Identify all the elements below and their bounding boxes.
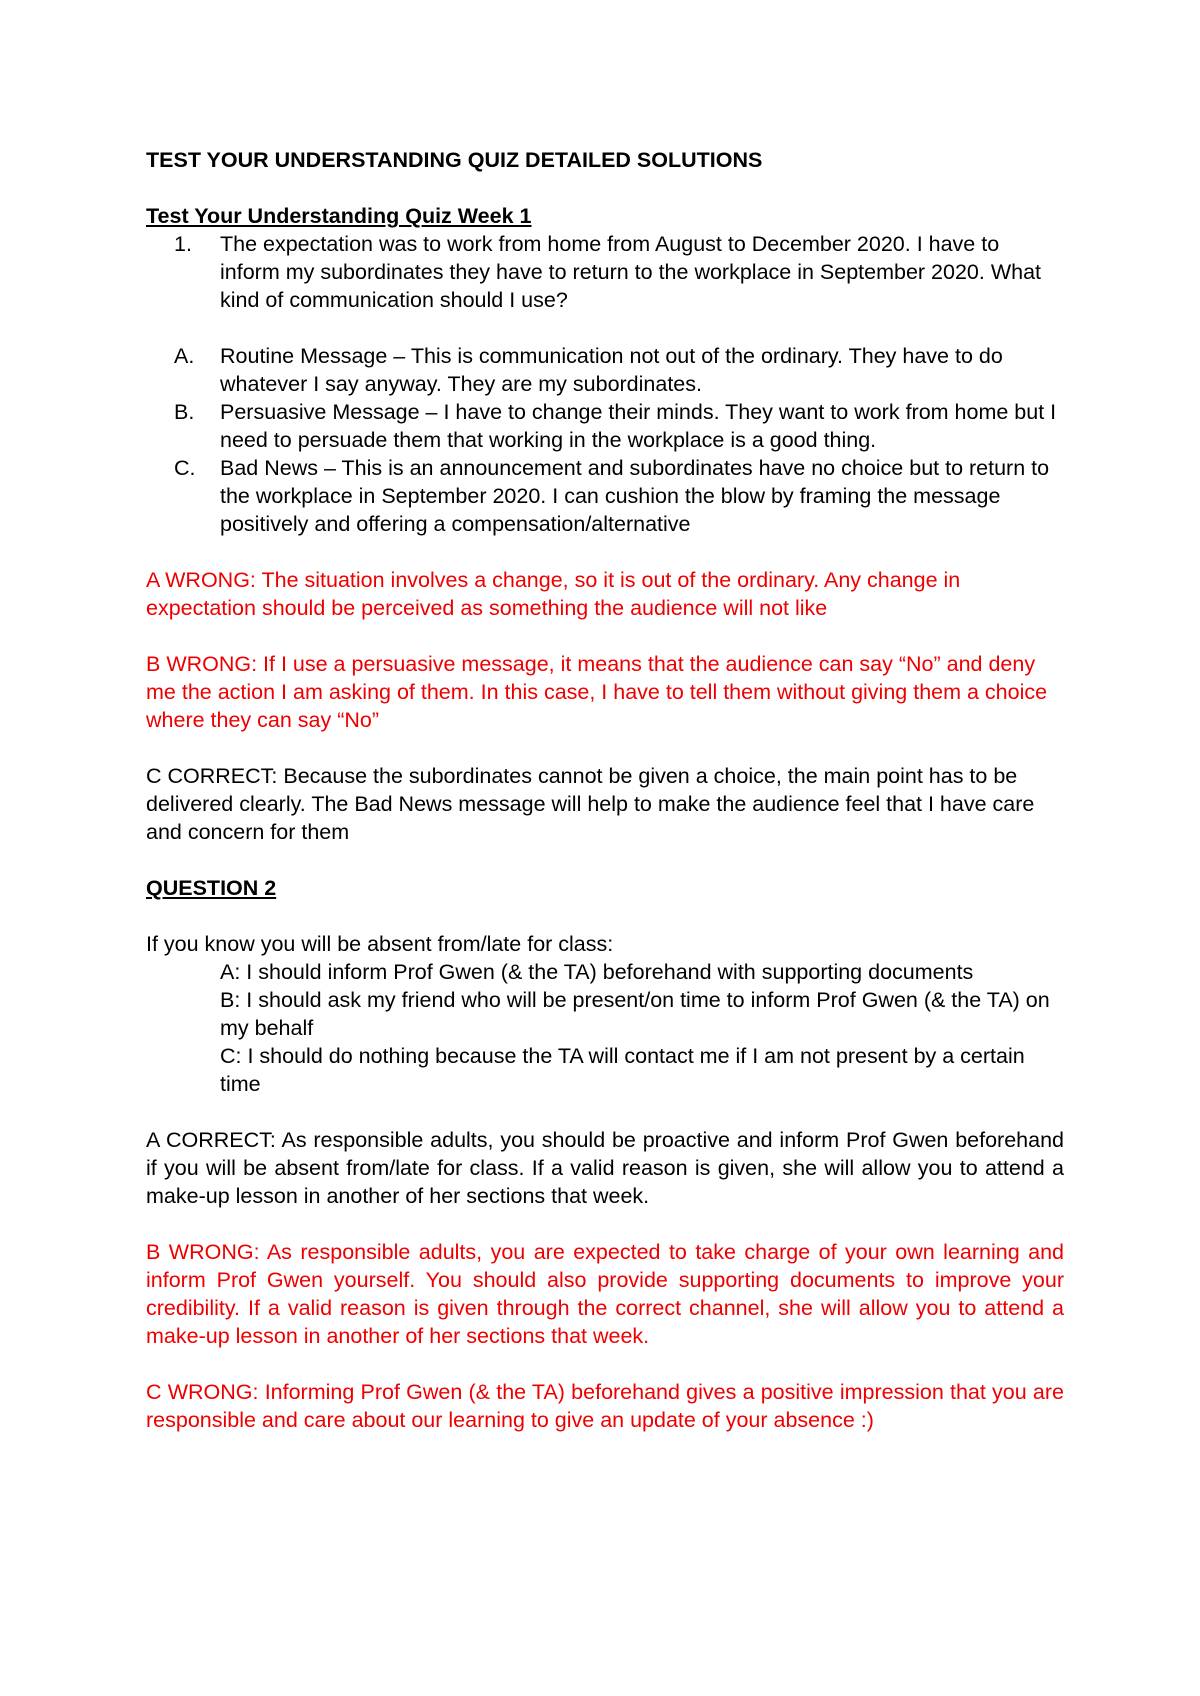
question2-prompt: If you know you will be absent from/late for class: [146,932,614,956]
question2-heading: QUESTION 2 [146,876,277,900]
question-text: The expectation was to work from home from August to December 2020. I have to inform my subordinates they have to return to the workplace in September 2020. What kind of communication should I use? [220,232,1042,312]
spacer [146,1350,1064,1378]
spacer [146,846,1064,874]
week1-question [146,230,1064,314]
question2-answer-a: A CORRECT: As responsible adults, you should be proactive and inform Prof Gwen beforehand if you will be absent from/late for class. If a valid reason is given, she will allow you to attend a make-up lesson in another of her sections that week. [146,1128,1064,1208]
week1-answer-c: C CORRECT: Because the subordinates cannot be given a choice, the main point has to be delivered clearly. The Bad News message will help to make the audience feel that I have care and concern for them [146,764,1035,844]
spacer [146,538,1064,566]
week1-answer-b: B WRONG: If I use a persuasive message, it means that the audience can say “No” and deny me the action I am asking of them. In this case, I have to tell them without giving them a choice where they can say “No” [146,652,1048,732]
option-marker: C. [174,456,196,480]
week1-option-b [146,398,1064,454]
option-marker: A. [174,344,195,368]
spacer [146,314,1064,342]
option-text: Routine Message – This is communication not out of the ordinary. They have to do whatever I say anyway. They are my subordinates. [220,344,1003,396]
week1-option-c [146,454,1064,538]
question2-option-b: B: I should ask my friend who will be present/on time to inform Prof Gwen (& the TA) on my behalf [220,988,1050,1040]
question2-answer-b: B WRONG: As responsible adults, you are expected to take charge of your own learning and inform Prof Gwen yourself. You should also provide supporting documents to improve your credibility. If a valid reason is given through the correct channel, she will allow you to attend a make-up lesson in another of her sections that week. [146,1240,1064,1348]
option-text: Persuasive Message – I have to change their minds. They want to work from home but I need to persuade them that working in the workplace is a good thing. [220,400,1057,452]
document-title: TEST YOUR UNDERSTANDING QUIZ DETAILED SOLUTIONS [146,148,763,172]
spacer [146,1098,1064,1126]
week1-option-a [146,342,1064,398]
document-content [146,146,1064,1434]
option-text: Bad News – This is an announcement and subordinates have no choice but to return to the workplace in September 2020. I can cushion the blow by framing the message positively and offering a compensation/alternative [220,456,1050,536]
spacer [146,174,1064,202]
spacer [146,1210,1064,1238]
spacer [146,734,1064,762]
question2-answer-c: C WRONG: Informing Prof Gwen (& the TA) beforehand gives a positive impression that you are responsible and care about our learning to give an update of your absence :) [146,1380,1064,1432]
spacer [146,902,1064,930]
week1-heading: Test Your Understanding Quiz Week 1 [146,204,532,228]
question-number: 1. [174,232,192,256]
week1-answer-a: A WRONG: The situation involves a change, so it is out of the ordinary. Any change in expectation should be perceived as something the audience will not like [146,568,961,620]
spacer [146,622,1064,650]
option-marker: B. [174,400,195,424]
question2-option-c: C: I should do nothing because the TA will contact me if I am not present by a certain time [220,1044,1025,1096]
question2-option-a: A: I should inform Prof Gwen (& the TA) beforehand with supporting documents [220,960,974,984]
